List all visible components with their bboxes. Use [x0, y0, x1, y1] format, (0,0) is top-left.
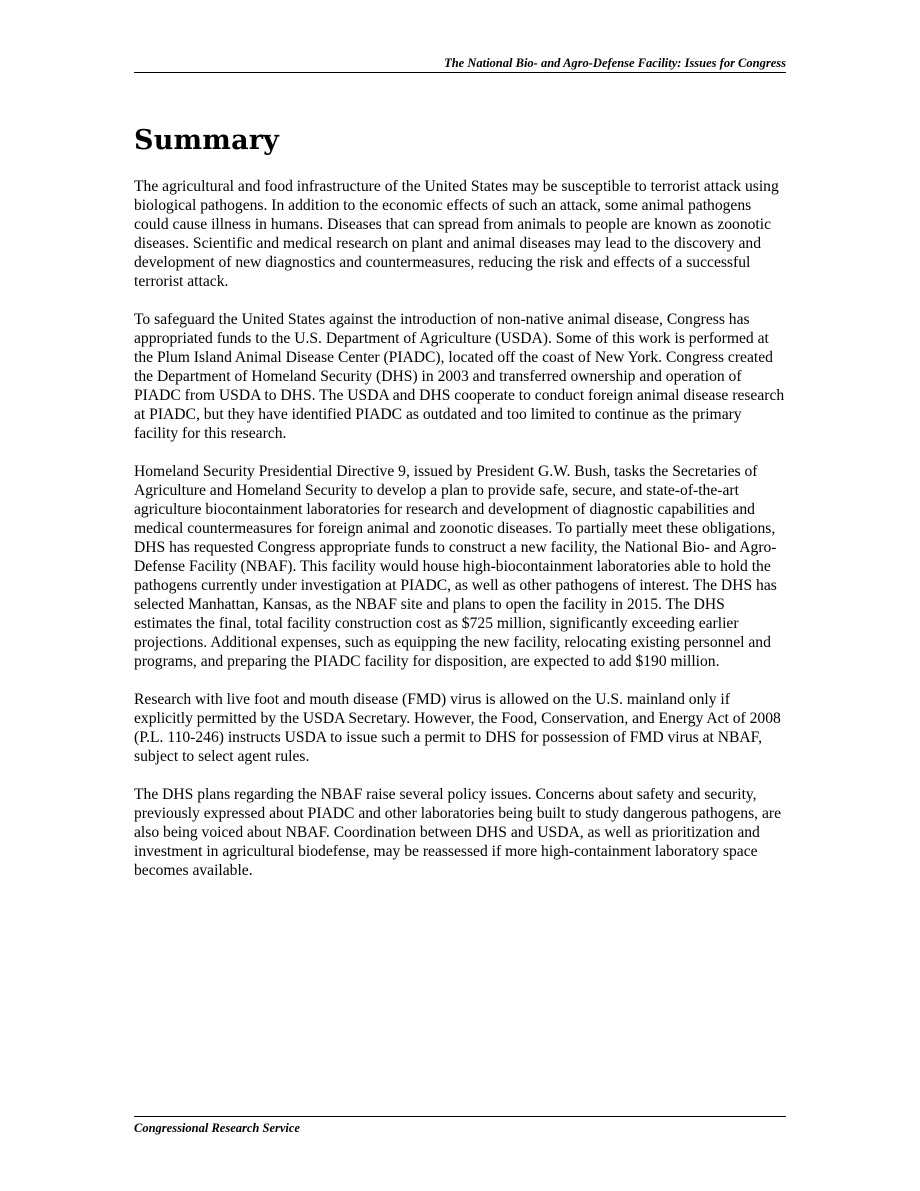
summary-body — [134, 177, 786, 899]
header-divider — [134, 72, 786, 73]
running-header: The National Bio- and Agro-Defense Facility: Issues for Congress — [444, 56, 786, 70]
page-title: Summary — [134, 125, 280, 156]
paragraph-policy-issues: The DHS plans regarding the NBAF raise several policy issues. Concerns about safety and security, previously expressed about PIADC and other laboratories being built to study dangerous pathogens, are also being voiced about NBAF. Coordination between DHS and USDA, as well as prioritization and investment in agricultural biodefense, may be reassessed if more high-containment laboratory space becomes available. — [134, 786, 781, 879]
paragraph-fmd-research: Research with live foot and mouth disease (FMD) virus is allowed on the U.S. mainland only if explicitly permitted by the USDA Secretary. However, the Food, Conservation, and Energy Act of 2008 (P.L. 110-246) instructs USDA to issue such a permit to DHS for possession of FMD virus at NBAF, subject to select agent rules. — [134, 691, 781, 765]
paragraph-agricultural-threat: The agricultural and food infrastructure of the United States may be susceptible to terrorist attack using biological pathogens. In addition to the economic effects of such an attack, some animal pathogens could cause illness in humans. Diseases that can spread from animals to people are known as zoonotic diseases. Scientific and medical research on plant and animal diseases may lead to the discovery and development of new diagnostics and countermeasures, reducing the risk and effects of a successful terrorist attack. — [134, 178, 779, 290]
paragraph-piadc-background: To safeguard the United States against the introduction of non-native animal disease, Congress has appropriated funds to the U.S. Department of Agriculture (USDA). Some of this work is performed at the Plum Island Animal Disease Center (PIADC), located off the coast of New York. Congress created the Department of Homeland Security (DHS) in 2003 and transferred ownership and operation of PIADC from USDA to DHS. The USDA and DHS cooperate to conduct foreign animal disease research at PIADC, but they have identified PIADC as outdated and too limited to continue as the primary facility for this research. — [134, 311, 785, 442]
footer-divider — [134, 1116, 786, 1117]
paragraph-nbaf-plan: Homeland Security Presidential Directive 9, issued by President G.W. Bush, tasks the Secretaries of Agriculture and Homeland Security to develop a plan to provide safe, secure, and state-of-the-art agriculture biocontainment laboratories for research and development of diagnostic capabilities and medical countermeasures for foreign animal and zoonotic diseases. To partially meet these obligations, DHS has requested Congress appropriate funds to construct a new facility, the National Bio- and Agro-Defense Facility (NBAF). This facility would house high-biocontainment laboratories able to hold the pathogens currently under investigation at PIADC, as well as other pathogens of interest. The DHS has selected Manhattan, Kansas, as the NBAF site and plans to open the facility in 2015. The DHS estimates the final, total facility construction cost as $725 million, significantly exceeding earlier projections. Additional expenses, such as equipping the new facility, relocating existing personnel and programs, and preparing the PIADC facility for disposition, are expected to add $190 million. — [134, 463, 777, 670]
running-footer: Congressional Research Service — [134, 1121, 300, 1135]
